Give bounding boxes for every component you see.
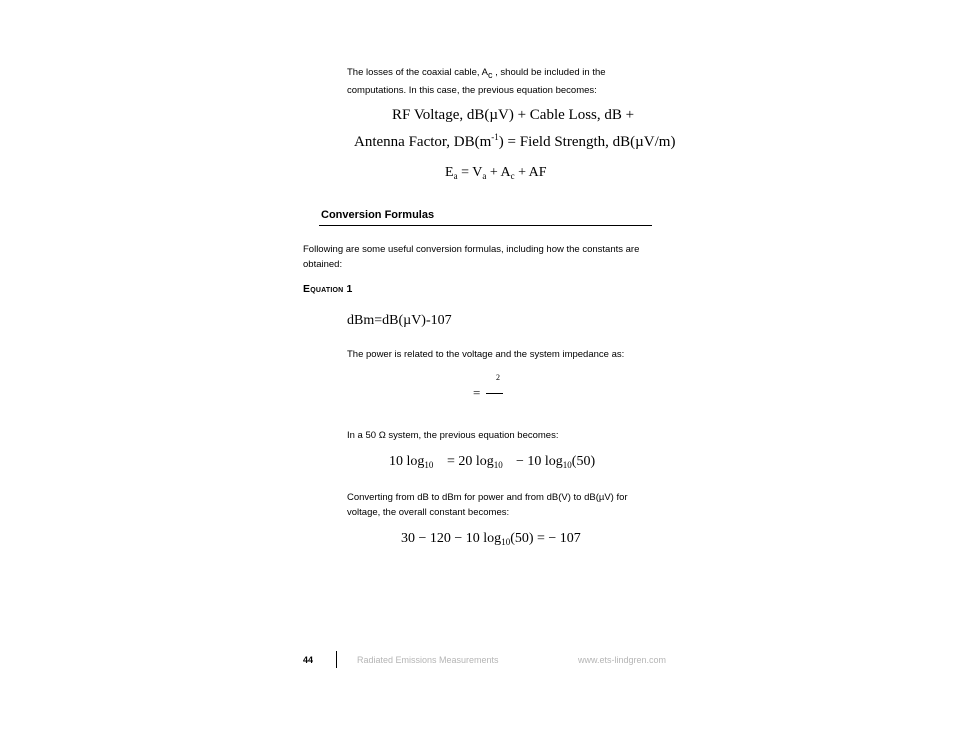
- field-strength-equation: $E_a = V_a + A_c$ + AF: [445, 165, 547, 181]
- footer-divider: [336, 651, 337, 668]
- rf-equation-line-2: Antenna Factor, $DB(m^{-1})$ = Field Strength, dB(µV/m): [354, 132, 676, 150]
- power-fraction-bar: [486, 393, 503, 394]
- footer-title: Radiated Emissions Measurements: [357, 655, 499, 665]
- power-exponent: 2: [496, 373, 500, 382]
- conversion-paragraph: [347, 490, 677, 520]
- intro-line-2: computations. In this case, the previous equation becomes:: [347, 85, 597, 96]
- power-relation-text: The power is related to the voltage and the system impedance as:: [347, 349, 625, 360]
- section-intro-line-2: obtained:: [303, 259, 343, 270]
- log-term-c: − 10 $\log_{10}(50)$: [516, 454, 596, 470]
- power-equals: =: [473, 385, 481, 400]
- rf-equation-line-1: RF Voltage, dB(µV) + Cable Loss, dB +: [392, 107, 635, 123]
- section-intro: [303, 242, 683, 272]
- constant-equation: 30 − 120 − 10 $\log_{10}(50)$ = − 107: [401, 531, 581, 547]
- footer-website: www.ets-lindgren.com: [578, 655, 667, 665]
- conversion-line-2: voltage, the overall constant becomes:: [347, 507, 510, 518]
- dbm-formula: dBm=dB(µV)-107: [347, 313, 452, 328]
- system-impedance-text: In a 50 Ω system, the previous equation becomes:: [347, 430, 559, 441]
- section-title: Conversion Formulas: [321, 209, 435, 221]
- log-equation: [389, 454, 689, 476]
- intro-paragraph: [347, 65, 657, 98]
- page-number: 44: [303, 655, 314, 665]
- equation-1-heading: Equation 1: [303, 283, 353, 295]
- section-title-underline: [319, 225, 652, 226]
- log-term-a: 10 $\log_{10}$: [389, 454, 434, 470]
- log-term-b: = 20 $\log_{10}$: [447, 454, 503, 470]
- section-intro-line-1: Following are some useful conversion formulas, including how the constants are: [303, 244, 640, 255]
- conversion-line-1: Converting from dB to dBm for power and from dB(V) to dB(µV) for: [347, 492, 628, 503]
- intro-line-1: The losses of the coaxial cable, Ac , should be included in the: [347, 67, 606, 80]
